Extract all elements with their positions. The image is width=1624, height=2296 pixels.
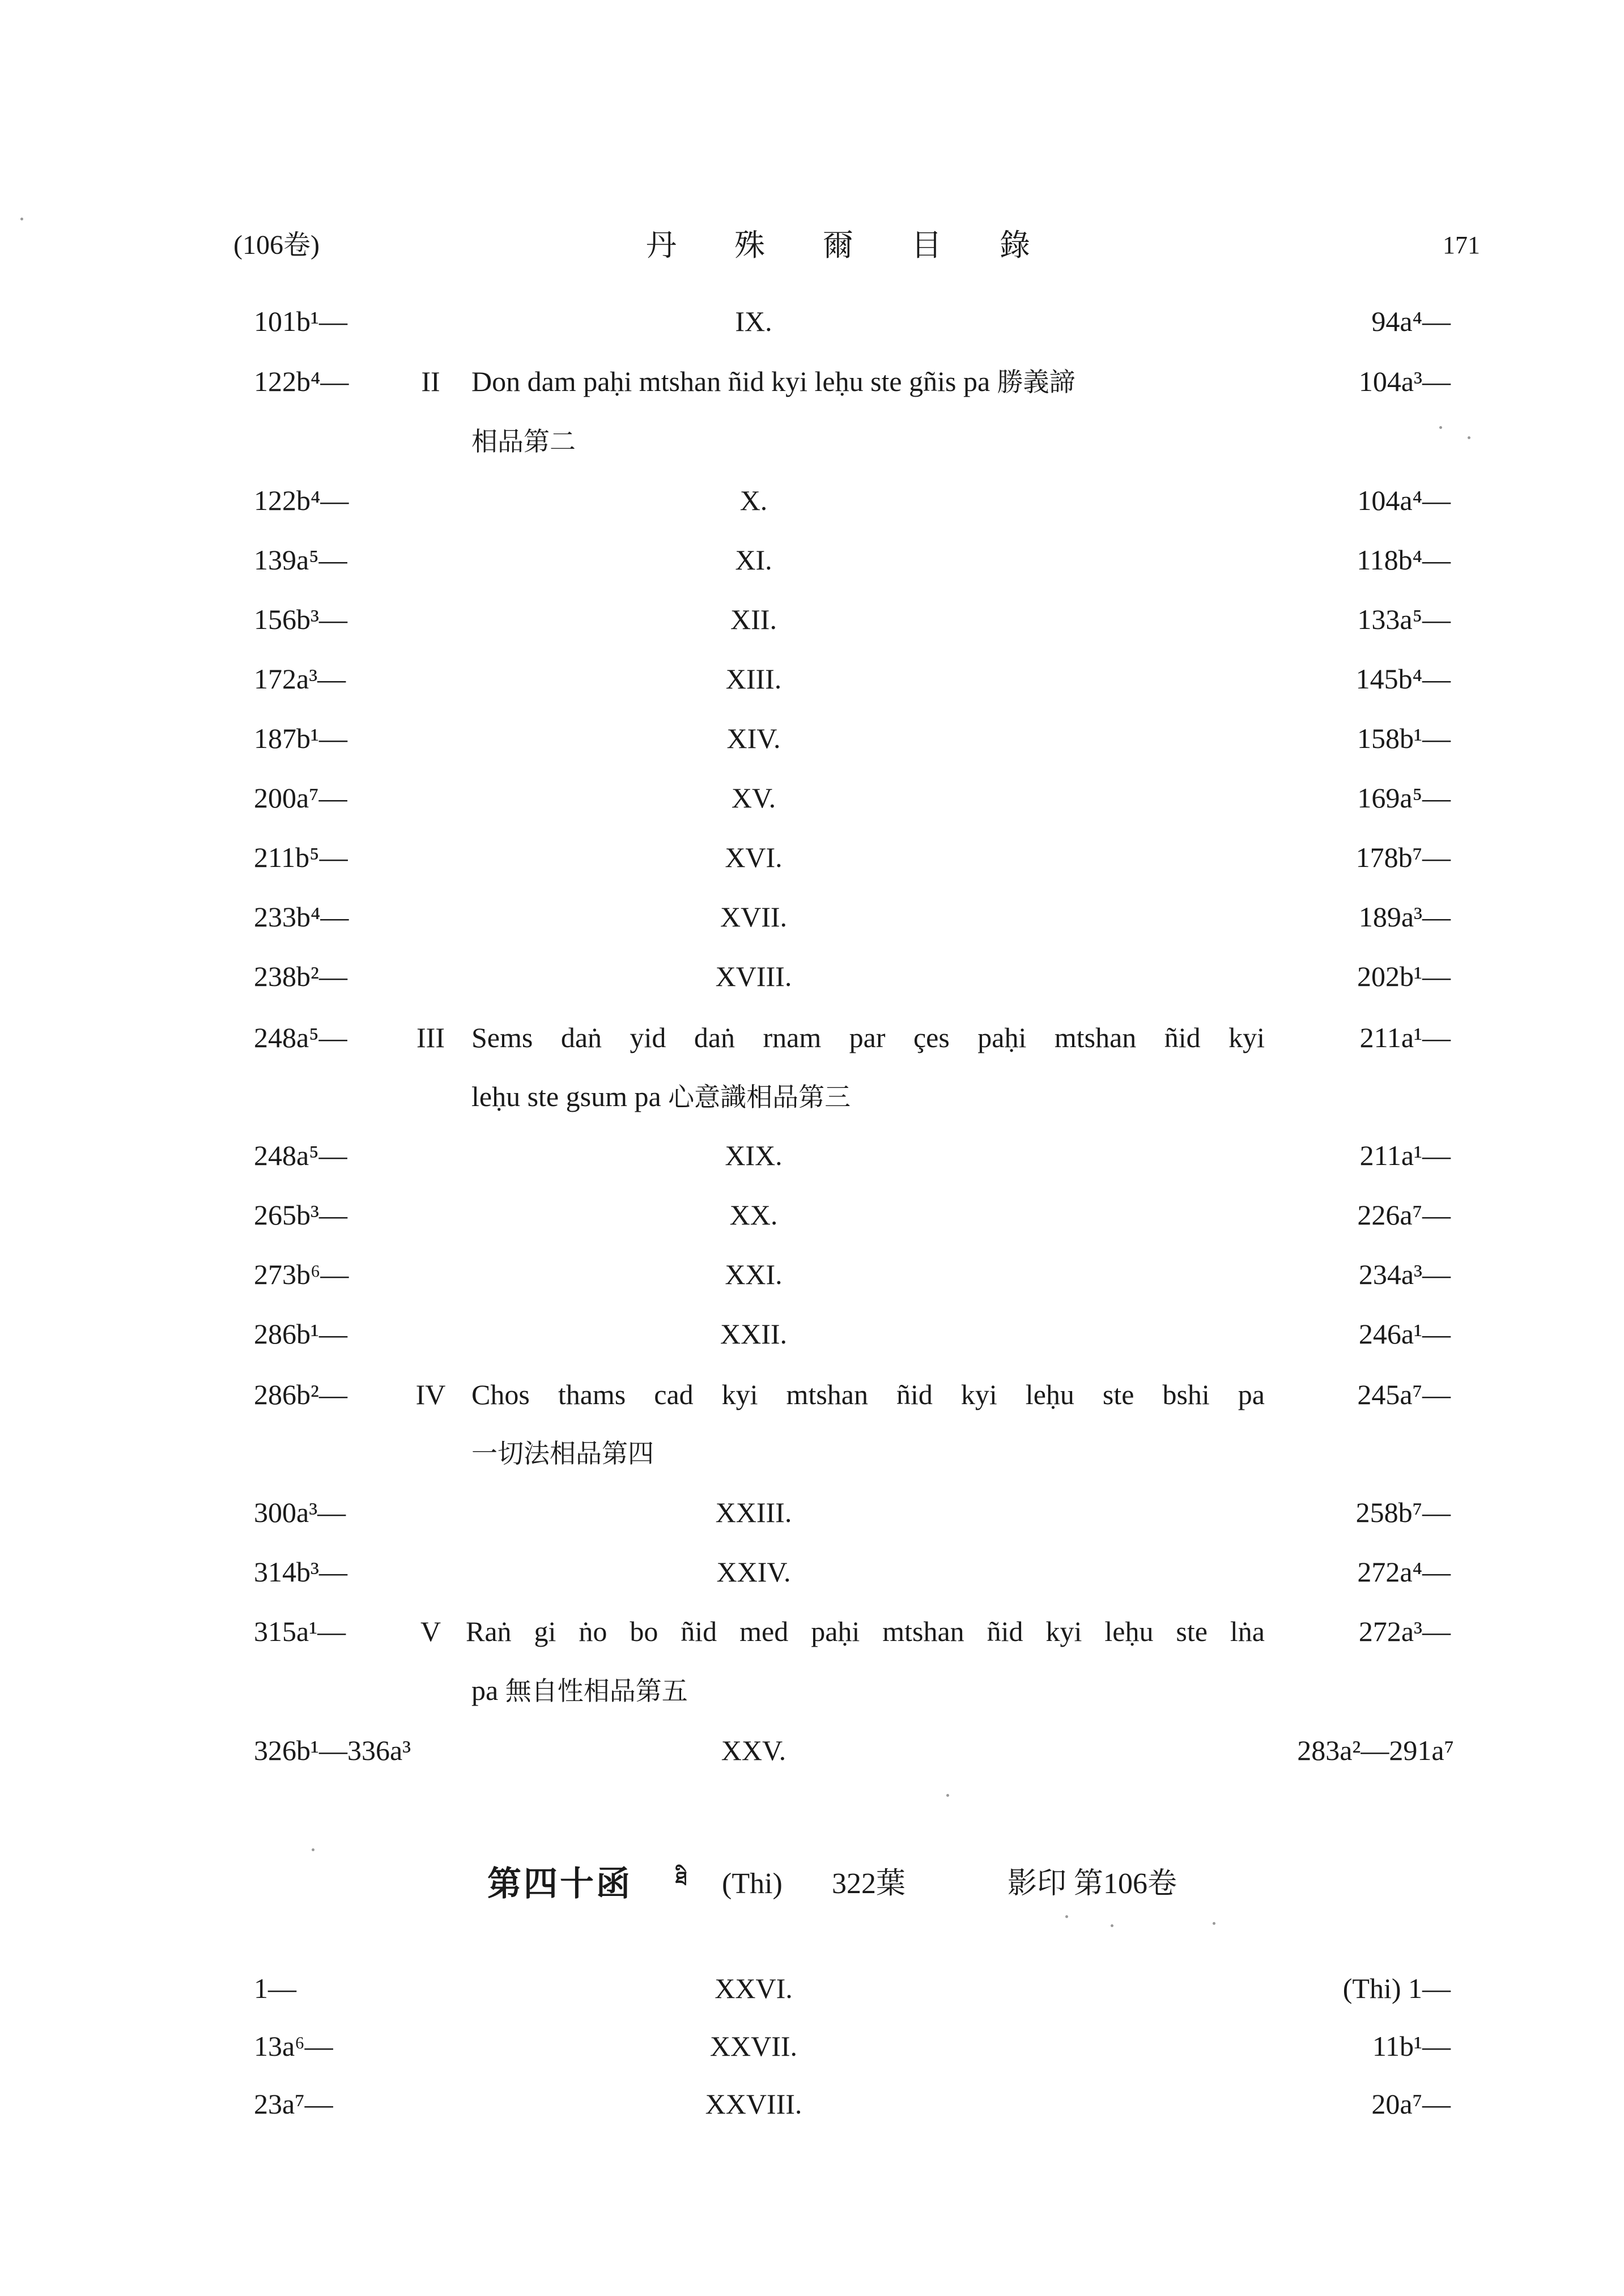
table-row [0,1720,1624,1780]
chapter-row-cont [0,1423,1624,1483]
table-row [0,708,1624,768]
derge-folio: 202b¹— [1357,960,1451,992]
tanjur-folio: 238b²— [254,960,347,992]
chapter-title-line1: Don dam paḥi mtshan ñid kyi leḥu ste gñis pa 勝義諦 [471,365,1075,397]
table-row [0,827,1624,887]
box-number: 第四十函 [487,1864,632,1904]
derge-folio: 245a⁷— [1357,1379,1451,1410]
tanjur-folio: 211b⁵— [254,841,348,873]
section-numeral: XIV. [726,722,781,754]
tanjur-folio: 1— [254,1972,296,2004]
section-numeral: XXVII. [709,2030,798,2062]
tanjur-folio: 286b²— [254,1379,347,1410]
chapter-title-line2: 一切法相品第四 [471,1438,654,1469]
derge-folio: 158b¹— [1357,722,1451,754]
derge-folio: 226a⁷— [1357,1199,1451,1231]
chapter-title-line2: leḥu ste gsum pa 心意識相品第三 [471,1081,851,1112]
chapter-title-line1: Sems daṅ yid daṅ rnam par çes paḥi mtshan ñid kyi [471,1022,1265,1053]
table-row [0,1244,1624,1304]
table-row [0,2016,1624,2076]
derge-folio: 211a¹— [1359,1140,1451,1171]
tanjur-folio: 156b³— [254,603,347,635]
table-row [0,530,1624,590]
scan-speck [1111,1924,1113,1927]
scan-speck [1065,1915,1068,1918]
derge-folio: 133a⁵— [1357,603,1451,635]
section-numeral: XXIII. [715,1496,792,1528]
chapter-number: IV [415,1379,446,1410]
tanjur-folio: 248a⁵— [254,1140,347,1171]
derge-folio: 145b⁴— [1355,663,1451,695]
chapter-number: V [420,1615,441,1647]
table-row [0,470,1624,530]
chapter-row [0,351,1624,411]
facsimile-volume: 影印 第106卷 [1007,1868,1177,1900]
section-numeral: XI. [735,544,772,576]
tanjur-folio: 273b⁶— [254,1258,349,1290]
chapter-title-line1: Chos thams cad kyi mtshan ñid kyi leḥu ste bshi pa [471,1379,1265,1410]
table-row [0,649,1624,709]
tanjur-folio: 187b¹— [254,722,347,754]
chapter-row-cont [0,411,1624,471]
section-numeral: XXVIII. [705,2088,802,2120]
header-title: 丹殊爾目錄 [646,228,1088,262]
table-row [0,1542,1624,1602]
tanjur-folio: 248a⁵— [254,1022,347,1053]
derge-folio: 258b⁷— [1355,1496,1451,1528]
tanjur-folio: 122b⁴— [254,365,349,397]
scan-speck [312,1848,314,1851]
derge-folio: 20a⁷— [1371,2088,1451,2120]
section-numeral: XX. [729,1199,778,1231]
table-row [0,768,1624,828]
table-row [0,1482,1624,1542]
table-row [0,2074,1624,2134]
chapter-row [0,1364,1624,1425]
volume-heading [487,1853,1281,1915]
section-numeral: XIX. [725,1140,783,1171]
scan-speck [1213,1922,1215,1925]
section-numeral: XXII. [720,1318,788,1350]
derge-folio: 169a⁵— [1357,782,1451,814]
chapter-row-cont [0,1660,1624,1720]
derge-folio: 189a³— [1358,901,1451,933]
derge-folio: 104a³— [1358,365,1451,397]
table-row [0,887,1624,947]
chapter-row [0,1601,1624,1661]
tanjur-folio: 23a⁷— [254,2088,333,2120]
scan-speck [1439,426,1442,429]
chapter-row-cont [0,1066,1624,1126]
table-row [0,1304,1624,1364]
tanjur-folio: 300a³— [254,1496,346,1528]
chapter-row [0,1007,1624,1068]
tanjur-folio: 286b¹— [254,1318,347,1350]
tanjur-folio: 139a⁵— [254,544,347,576]
header-volume: (106卷) [233,230,320,260]
tanjur-folio: 315a¹— [254,1615,346,1647]
section-numeral: XVI. [725,841,783,873]
leaf-count: 322葉 [832,1868,906,1900]
section-numeral: X. [739,484,768,516]
derge-folio: 234a³— [1358,1258,1451,1290]
tanjur-folio: 13a⁶— [254,2030,333,2062]
tanjur-folio: 101b¹— [254,305,347,337]
table-row [0,1125,1624,1185]
section-numeral: XXV. [721,1734,787,1766]
derge-folio: 272a³— [1358,1615,1451,1647]
derge-folio: 104a⁴— [1357,484,1451,516]
chapter-title-line2: 相品第二 [471,426,576,457]
section-numeral: XVIII. [715,960,792,992]
tanjur-folio: 265b³— [254,1199,347,1231]
tanjur-folio: 122b⁴— [254,484,349,516]
section-numeral: XXI. [725,1258,783,1290]
scan-speck [1468,436,1470,439]
derge-folio: 94a⁴— [1371,305,1451,337]
chapter-title-line1: Raṅ gi ṅo bo ñid med paḥi mtshan ñid kyi leḥu ste lṅa [466,1615,1265,1647]
section-numeral: XII. [730,603,777,635]
derge-folio: 178b⁷— [1355,841,1451,873]
table-row [0,589,1624,649]
chapter-title-line2: pa 無自性相品第五 [471,1674,688,1706]
tanjur-folio: 314b³— [254,1556,347,1588]
derge-folio: 246a¹— [1358,1318,1451,1350]
scan-speck [946,1794,949,1797]
tanjur-folio: 200a⁷— [254,782,347,814]
section-numeral: XV. [731,782,776,814]
table-row [0,1185,1624,1245]
table-row [0,291,1624,351]
table-row [0,946,1624,1006]
derge-folio: 11b¹— [1372,2030,1451,2062]
section-numeral: XVII. [720,901,788,933]
tanjur-folio: 233b⁴— [254,901,349,933]
derge-folio: (Thi) 1— [1342,1972,1451,2004]
derge-folio: 272a⁴— [1357,1556,1451,1588]
tanjur-folio: 172a³— [254,663,346,695]
derge-folio: 283a²—291a⁷ [1297,1734,1454,1766]
section-numeral: XIII. [725,663,782,695]
chapter-number: III [416,1022,445,1053]
tanjur-folio: 326b¹—336a³ [254,1734,411,1766]
chapter-number: II [421,365,440,397]
section-numeral: XXIV. [716,1556,791,1588]
box-latin-name: (Thi) [722,1868,783,1900]
section-numeral: IX. [735,305,772,337]
section-numeral: XXVI. [715,1972,793,2004]
tibetan-letter: ཐི [675,1869,687,1890]
derge-folio: 118b⁴— [1357,544,1451,576]
scan-speck [20,218,23,220]
header-page-number: 171 [1443,231,1480,259]
derge-folio: 211a¹— [1359,1022,1451,1053]
table-row [0,1958,1624,2018]
